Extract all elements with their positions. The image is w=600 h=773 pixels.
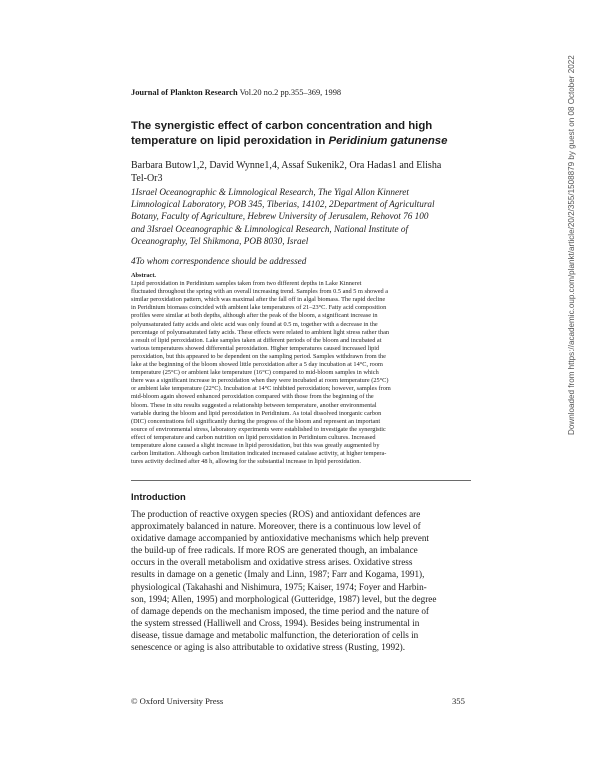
abstract-line: similar peroxidation pattern, which was maximal after the fall off in algal biomass. The rapid decline bbox=[131, 296, 386, 304]
body-line: occurs in the overall metabolism and oxidative stress arises. Oxidative stress bbox=[131, 557, 413, 568]
journal-citation bbox=[131, 88, 471, 97]
abstract-first-line: Lipid peroxidation in Peridinium samples taken from two different depths in Lake Kinneret bbox=[131, 280, 362, 288]
section-divider bbox=[131, 480, 471, 481]
abstract-line: source of environmental stress, laboratory experiments were established to investigate the synergistic bbox=[131, 425, 386, 433]
copyright-notice: © Oxford University Press bbox=[131, 696, 224, 706]
title-line: The synergistic effect of carbon concentration and high bbox=[131, 120, 433, 132]
abstract-line: mid-bloom again showed enhanced peroxidation compared with those from the beginning of the bbox=[131, 393, 374, 401]
author-list bbox=[131, 160, 471, 185]
abstract-line: percentage of polyunsaturated fatty acids. These effects were related to ambient light stress rather than bbox=[131, 328, 390, 336]
download-watermark: Downloaded from https://academic.oup.com/plankt/article/20/2/355/1508879 by guest on 08 October 2022 bbox=[567, 55, 576, 435]
abstract-line: a result of lipid peroxidation. Lake samples taken at different periods of the bloom and incubated at bbox=[131, 336, 382, 344]
affiliation-line: Botany, Faculty of Agriculture, Hebrew University of Jerusalem, Rehovot 76 100 bbox=[131, 211, 429, 222]
abstract-line: there was a significant increase in peroxidation when they were incubated at room temperature (25°C) bbox=[131, 377, 389, 385]
body-line: of damage depends on the mechanism imposed, the time period and the nature of bbox=[131, 605, 429, 616]
abstract-line: various temperatures showed differential peroxidation. Higher temperatures caused increased lipid bbox=[131, 344, 380, 352]
section-heading: Introduction bbox=[131, 491, 186, 502]
affiliation-line: Limnological Laboratory, POB 345, Tiberias, 14102, 2Department of Agricultural bbox=[131, 199, 435, 210]
affiliations bbox=[131, 186, 476, 247]
abstract-line: tures activity declined after 48 h, allowing for the substantial increase in lipid peroxidation. bbox=[131, 458, 361, 466]
affiliation-line: and 3Israel Oceanographic & Limnological Research, National Institute of bbox=[131, 223, 409, 234]
title-line-prefix: temperature on lipid peroxidation in bbox=[131, 135, 329, 147]
page-number: 355 bbox=[452, 696, 465, 706]
body-line: disease, tissue damage and metabolic malfunction, the deterioration of cells in bbox=[131, 629, 419, 640]
abstract-line: polyunsaturated fatty acids and oleic acid was only found at 0.5 m, together with a decrease in the bbox=[131, 320, 378, 328]
abstract bbox=[131, 272, 471, 466]
abstract-line: or ambient lake temperature (22°C). Incubation at 14°C inhibited peroxidation; however, samples from bbox=[131, 385, 391, 393]
abstract-line: profiles were similar at both depths, although after the peak of the bloom, a significant increase in bbox=[131, 312, 378, 320]
abstract-label: Abstract. bbox=[131, 272, 157, 279]
abstract-line: temperature alone caused a slight increase in lipid peroxidation, but this was greatly augmented by bbox=[131, 441, 380, 449]
body-line: oxidative damage accompanied by antioxidative mechanisms which help prevent bbox=[131, 533, 429, 544]
abstract-line bbox=[131, 272, 471, 288]
abstract-line: variable during the bloom and lipid peroxidation in Peridinium. As total dissolved inorganic carbon bbox=[131, 409, 382, 417]
author-line: Tel-Or3 bbox=[131, 172, 163, 184]
body-line: approximately balanced in nature. Moreover, there is a continuous low level of bbox=[131, 521, 421, 532]
abstract-line: bloom. These in situ results suggested a relationship between temperature, another environmental bbox=[131, 401, 377, 409]
abstract-line: temperature (25°C) or ambient lake temperature (16°C) compared to mid-bloom samples in which bbox=[131, 369, 379, 377]
body-line: the system stressed (Halliwell and Cross, 1994). Besides being instrumental in bbox=[131, 617, 420, 628]
body-line: the build-up of free radicals. If more ROS are generated though, an imbalance bbox=[131, 545, 418, 556]
body-line: results in damage on a genetic (Imaly and Linn, 1987; Farr and Kogama, 1991), bbox=[131, 569, 425, 580]
affiliation-line: Oceanography, Tel Shikmona, POB 8030, Israel bbox=[131, 235, 309, 246]
body-line: son, 1994; Allen, 1995) and morphological (Gutteridge, 1987) level, but the degree bbox=[131, 593, 437, 604]
title-line bbox=[131, 134, 481, 149]
abstract-line: lake at the beginning of the bloom showed little peroxidation after a 5 day incubation at 14°C, room bbox=[131, 361, 383, 369]
journal-volume-pages: Vol.20 no.2 pp.355–369, 1998 bbox=[237, 88, 342, 97]
abstract-line: in Peridinium biomass coincided with ambient lake temperatures of 21–23°C. Fatty acid composition bbox=[131, 304, 387, 312]
journal-name: Journal of Plankton Research bbox=[131, 88, 238, 97]
introduction-body bbox=[131, 508, 471, 653]
correspondence-note: 4To whom correspondence should be addressed bbox=[131, 256, 307, 266]
body-line: physiological (Takahashi and Nishimura, 1975; Kaiser, 1974; Foyer and Harbin- bbox=[131, 581, 427, 592]
affiliation-line: 1Israel Oceanographic & Limnological Research, The Yigal Allon Kinneret bbox=[131, 187, 409, 197]
article-title bbox=[131, 119, 481, 149]
abstract-line: fluctuated throughout the spring with an overall increasing trend. Samples from 0.5 and 5 m showed a bbox=[131, 288, 389, 296]
abstract-line: (DIC) concentrations fell significantly during the progress of the bloom and represent an important bbox=[131, 417, 381, 425]
abstract-line: effect of temperature and carbon nutrition on lipid peroxidation in Peridinium cultures. Increased bbox=[131, 433, 376, 441]
body-line: The production of reactive oxygen species (ROS) and antioxidant defences are bbox=[131, 509, 421, 519]
body-line: senescence or aging is also attributable to oxidative stress (Rusting, 1992). bbox=[131, 642, 406, 653]
abstract-line: carbon limitation. Although carbon limitation indicated increased catalase activity, at higher tempera- bbox=[131, 450, 387, 458]
author-line: Barbara Butow1,2, David Wynne1,4, Assaf Sukenik2, Ora Hadas1 and Elisha bbox=[131, 160, 442, 171]
abstract-line: peroxidation, but this appeared to be dependent on the sampling period. Samples withdrawn from the bbox=[131, 352, 386, 360]
title-species: Peridinium gatunense bbox=[328, 135, 448, 147]
